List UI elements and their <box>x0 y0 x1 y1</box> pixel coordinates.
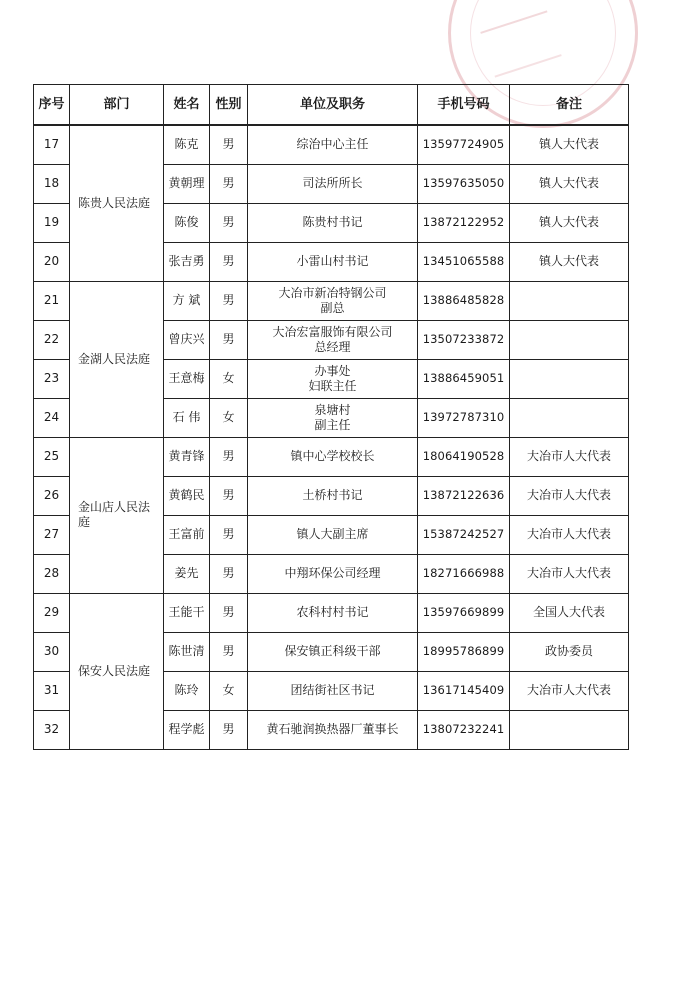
row-unit <box>248 164 418 203</box>
row-note: 大冶市人大代表 <box>510 671 629 710</box>
row-gender: 男 <box>210 164 248 203</box>
row-name: 王能干 <box>164 593 210 632</box>
row-unit <box>248 710 418 749</box>
row-gender: 男 <box>210 476 248 515</box>
row-seq: 26 <box>34 476 70 515</box>
row-phone: 13872122952 <box>418 203 510 242</box>
row-gender: 女 <box>210 671 248 710</box>
contact-table <box>33 84 629 750</box>
row-phone: 13807232241 <box>418 710 510 749</box>
row-name: 张吉勇 <box>164 242 210 281</box>
row-gender: 男 <box>210 125 248 164</box>
row-seq: 19 <box>34 203 70 242</box>
row-unit-line1: 农科村村书记 <box>296 605 369 619</box>
row-unit-line2: 总经理 <box>314 339 351 354</box>
row-name: 黄青锋 <box>164 437 210 476</box>
row-unit <box>248 476 418 515</box>
dept-cell: 保安人民法庭 <box>70 593 164 749</box>
row-unit <box>248 203 418 242</box>
row-unit-line1: 土桥村书记 <box>302 488 363 502</box>
row-note: 全国人大代表 <box>510 593 629 632</box>
row-seq: 29 <box>34 593 70 632</box>
row-gender: 男 <box>210 437 248 476</box>
row-unit <box>248 125 418 164</box>
row-gender: 男 <box>210 554 248 593</box>
row-seq: 22 <box>34 320 70 359</box>
row-unit <box>248 671 418 710</box>
row-phone: 15387242527 <box>418 515 510 554</box>
row-gender: 男 <box>210 281 248 320</box>
row-phone: 13597635050 <box>418 164 510 203</box>
row-phone: 13451065588 <box>418 242 510 281</box>
header-note: 备注 <box>510 85 629 126</box>
row-name: 王富前 <box>164 515 210 554</box>
row-name: 石 伟 <box>164 398 210 437</box>
row-note: 镇人大代表 <box>510 203 629 242</box>
row-note: 大冶市人大代表 <box>510 476 629 515</box>
table-row <box>34 125 629 164</box>
row-seq: 31 <box>34 671 70 710</box>
row-phone: 13972787310 <box>418 398 510 437</box>
row-note: 政协委员 <box>510 632 629 671</box>
row-gender: 男 <box>210 242 248 281</box>
row-seq: 24 <box>34 398 70 437</box>
header-gender: 性别 <box>210 85 248 126</box>
row-note <box>510 320 629 359</box>
row-unit-line1: 小雷山村书记 <box>296 254 369 268</box>
row-name: 程学彪 <box>164 710 210 749</box>
header-seq: 序号 <box>34 85 70 126</box>
table-header-row <box>34 85 629 126</box>
row-unit-line1: 黄石驰润换热器厂董事长 <box>266 722 399 736</box>
row-phone: 13886485828 <box>418 281 510 320</box>
row-unit-line1: 泉塘村 <box>314 402 351 417</box>
row-gender: 男 <box>210 710 248 749</box>
row-unit <box>248 554 418 593</box>
row-phone: 18064190528 <box>418 437 510 476</box>
header-unit: 单位及职务 <box>248 85 418 126</box>
header-name: 姓名 <box>164 85 210 126</box>
header-phone: 手机号码 <box>418 85 510 126</box>
row-name: 陈世清 <box>164 632 210 671</box>
row-phone: 13597724905 <box>418 125 510 164</box>
header-dept: 部门 <box>70 85 164 126</box>
row-seq: 21 <box>34 281 70 320</box>
row-note: 大冶市人大代表 <box>510 437 629 476</box>
row-phone: 18995786899 <box>418 632 510 671</box>
row-unit-line2: 副主任 <box>314 417 351 432</box>
row-note: 大冶市人大代表 <box>510 554 629 593</box>
row-unit-line1: 镇中心学校校长 <box>290 449 375 463</box>
row-unit <box>248 359 418 398</box>
row-note: 镇人大代表 <box>510 242 629 281</box>
row-unit <box>248 515 418 554</box>
row-name: 曾庆兴 <box>164 320 210 359</box>
row-unit-line1: 办事处 <box>314 363 351 378</box>
row-note: 大冶市人大代表 <box>510 515 629 554</box>
row-note <box>510 359 629 398</box>
row-unit-line1: 镇人大副主席 <box>296 527 369 541</box>
row-unit <box>248 437 418 476</box>
row-seq: 30 <box>34 632 70 671</box>
row-unit-line1: 司法所所长 <box>302 176 363 190</box>
row-seq: 27 <box>34 515 70 554</box>
row-name: 陈玲 <box>164 671 210 710</box>
row-note: 镇人大代表 <box>510 125 629 164</box>
row-gender: 男 <box>210 632 248 671</box>
row-seq: 28 <box>34 554 70 593</box>
row-seq: 17 <box>34 125 70 164</box>
row-name: 方 斌 <box>164 281 210 320</box>
row-name: 姜先 <box>164 554 210 593</box>
row-unit <box>248 398 418 437</box>
row-note <box>510 281 629 320</box>
row-gender: 女 <box>210 359 248 398</box>
row-unit <box>248 242 418 281</box>
row-phone: 13507233872 <box>418 320 510 359</box>
row-note: 镇人大代表 <box>510 164 629 203</box>
row-seq: 18 <box>34 164 70 203</box>
row-phone: 13872122636 <box>418 476 510 515</box>
row-gender: 男 <box>210 320 248 359</box>
row-unit <box>248 593 418 632</box>
row-gender: 男 <box>210 515 248 554</box>
row-phone: 13886459051 <box>418 359 510 398</box>
row-unit <box>248 632 418 671</box>
row-seq: 32 <box>34 710 70 749</box>
row-unit-line1: 综治中心主任 <box>296 137 369 152</box>
row-seq: 23 <box>34 359 70 398</box>
row-gender: 男 <box>210 593 248 632</box>
row-gender: 男 <box>210 203 248 242</box>
row-unit-line1: 陈贵村书记 <box>302 215 363 229</box>
row-note <box>510 710 629 749</box>
table-row <box>34 593 629 632</box>
row-unit-line1: 团结街社区书记 <box>290 683 375 697</box>
row-unit-line2: 副总 <box>320 300 345 315</box>
row-phone: 13617145409 <box>418 671 510 710</box>
row-name: 陈俊 <box>164 203 210 242</box>
row-gender: 女 <box>210 398 248 437</box>
row-seq: 25 <box>34 437 70 476</box>
row-name: 王意梅 <box>164 359 210 398</box>
row-name: 黄朝理 <box>164 164 210 203</box>
row-unit <box>248 281 418 320</box>
row-unit-line2: 妇联主任 <box>308 378 357 393</box>
row-note <box>510 398 629 437</box>
row-name: 黄鹤民 <box>164 476 210 515</box>
dept-cell: 金湖人民法庭 <box>70 281 164 437</box>
row-unit-line1: 大冶市新冶特钢公司 <box>278 285 387 300</box>
dept-cell: 陈贵人民法庭 <box>70 125 164 281</box>
row-phone: 18271666988 <box>418 554 510 593</box>
table-row <box>34 281 629 320</box>
contact-table-wrapper <box>33 84 629 750</box>
row-seq: 20 <box>34 242 70 281</box>
row-unit <box>248 320 418 359</box>
row-unit-line1: 保安镇正科级干部 <box>284 644 381 658</box>
row-unit-line1: 大冶宏富服饰有限公司 <box>272 324 393 339</box>
row-phone: 13597669899 <box>418 593 510 632</box>
dept-cell: 金山店人民法庭 <box>70 437 164 593</box>
row-unit-line1: 中翔环保公司经理 <box>284 566 381 580</box>
row-name: 陈克 <box>164 125 210 164</box>
table-row <box>34 437 629 476</box>
